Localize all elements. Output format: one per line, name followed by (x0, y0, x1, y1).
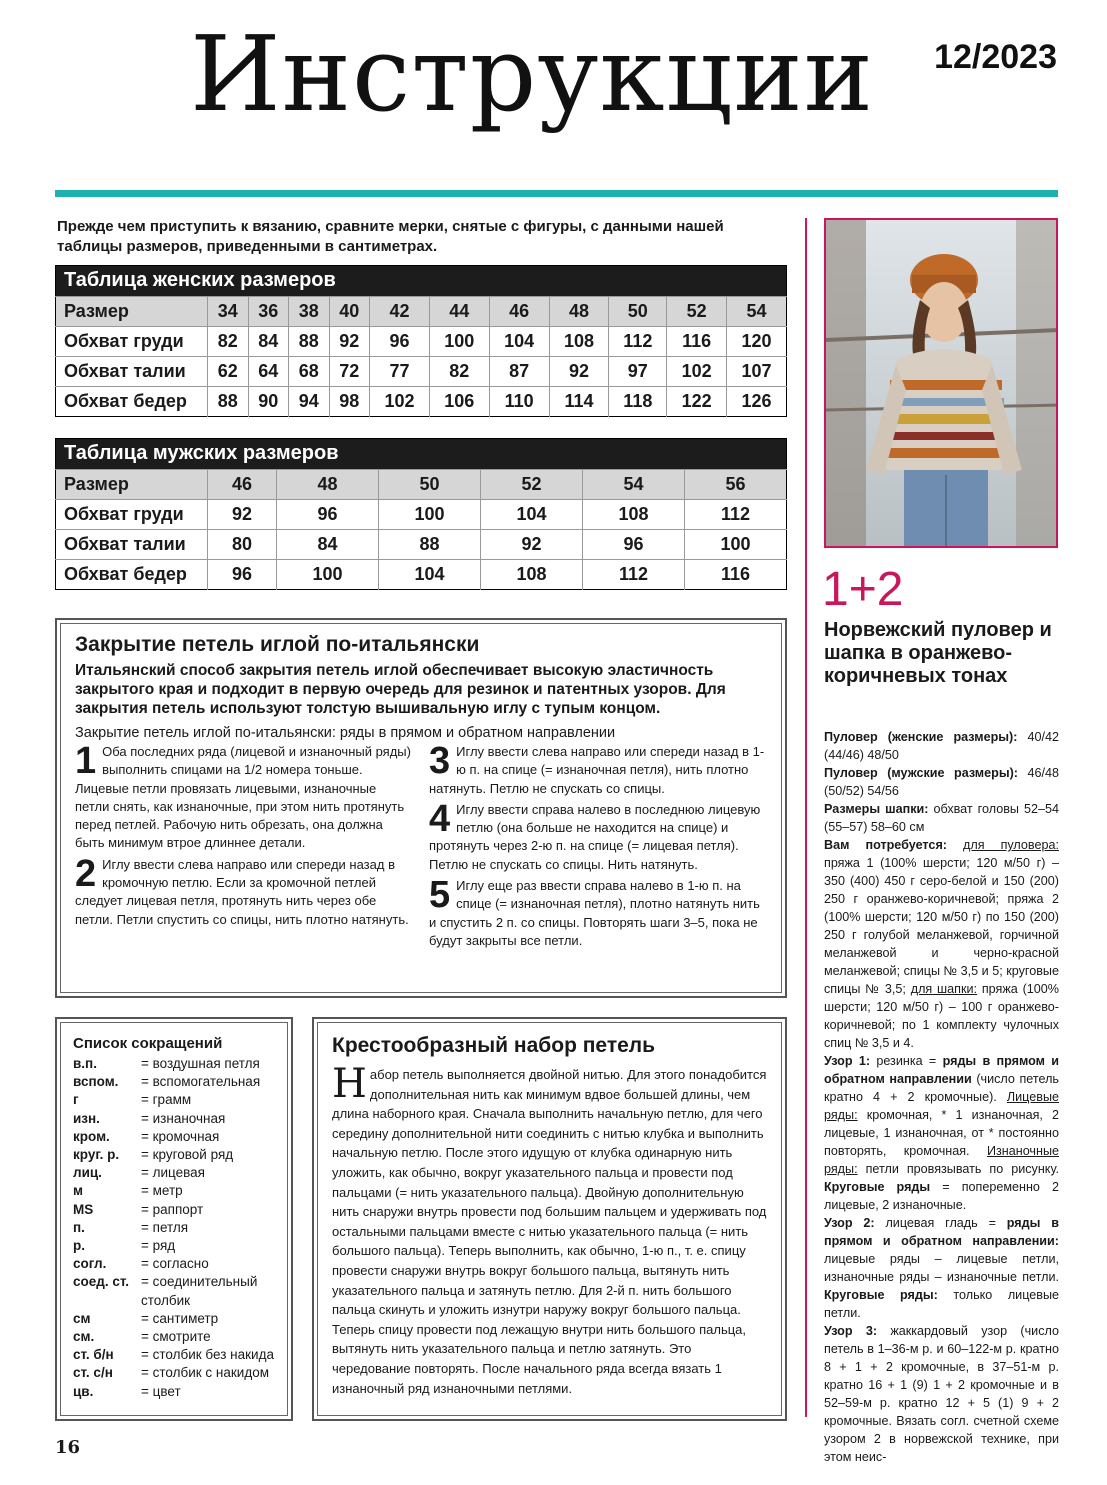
abbreviation-item (73, 1237, 277, 1255)
men-table-title: Таблица мужских размеров (55, 438, 787, 469)
table-row (56, 500, 787, 530)
table-cell: 42 (370, 297, 430, 327)
drop-cap: Н (332, 1061, 367, 1107)
table-cell: 54 (727, 297, 787, 327)
table-cell: 104 (481, 500, 583, 530)
row-label: Размер (56, 297, 208, 327)
abbreviations-box (55, 1017, 293, 1421)
text: петли провязывать по рисунку. (865, 1162, 1059, 1176)
abbreviation-item (73, 1146, 277, 1164)
table-cell: 82 (429, 357, 489, 387)
abbreviation-item (73, 1255, 277, 1273)
table-cell: 97 (609, 357, 667, 387)
abbreviation-item (73, 1310, 277, 1328)
women-table-title: Таблица женских размеров (55, 265, 787, 296)
abbreviation-meaning: = лицевая (141, 1165, 205, 1181)
text: ряды в прямом и обратном направлении (824, 1054, 1060, 1086)
abbreviation-item (73, 1110, 277, 1128)
table-cell: 110 (489, 387, 549, 417)
text: Круговые ряды: (824, 1288, 938, 1302)
abbreviation-item (73, 1346, 277, 1364)
project-number: 1+2 (822, 563, 904, 616)
table-cell: 88 (289, 327, 330, 357)
text: = попеременно 2 лицевые, 2 изнаночные. (824, 1180, 1059, 1212)
row-label: Обхват талии (56, 357, 208, 387)
abbreviation-item (73, 1055, 277, 1073)
table-cell: 108 (549, 327, 609, 357)
table-row (56, 357, 787, 387)
row-label: Обхват груди (56, 500, 208, 530)
text: 40/42 (44/46) 48/50 (824, 730, 1059, 762)
table-cell: 88 (208, 387, 249, 417)
table-row (56, 327, 787, 357)
table-cell: 94 (289, 387, 330, 417)
table-cell: 62 (208, 357, 249, 387)
table-cell: 108 (582, 500, 684, 530)
abbreviation-meaning: = смотрите (141, 1329, 211, 1345)
header-divider (55, 190, 1058, 197)
step-number: 4 (429, 797, 451, 840)
abbreviation-meaning: = согласно (141, 1256, 209, 1272)
abbreviation-key: р. (73, 1238, 85, 1254)
abbreviation-item (73, 1164, 277, 1182)
abbreviation-item (73, 1219, 277, 1237)
row-label: Размер (56, 470, 208, 500)
table-cell: 114 (549, 387, 609, 417)
label: Узор 3: (824, 1324, 878, 1338)
abbreviation-key: в.п. (73, 1056, 97, 1071)
table-cell: 72 (329, 357, 370, 387)
project-description (824, 728, 1059, 1466)
steps-left-column (75, 740, 413, 953)
table-cell: 102 (667, 357, 727, 387)
table-cell: 96 (582, 530, 684, 560)
table-cell: 126 (727, 387, 787, 417)
abbreviation-item (73, 1328, 277, 1346)
steps-right-column (429, 740, 767, 953)
table-cell: 46 (208, 470, 277, 500)
abbreviation-meaning: = метр (141, 1183, 183, 1199)
abbreviation-key: соед. ст. (73, 1274, 130, 1290)
abbreviation-item (73, 1091, 277, 1109)
table-cell: 107 (727, 357, 787, 387)
italian-title: Закрытие петель иглой по-итальянски (75, 633, 480, 656)
text: резинка = (876, 1054, 937, 1068)
step-text: Иглу ввести слева направо или спереди назад в 1-ю п. на спице (= изнаночная петля), нить плотно натянуть. Петлю не спускать со спицы. (429, 744, 765, 796)
abbreviation-key: MS (73, 1201, 94, 1217)
abbreviation-meaning: = цвет (141, 1383, 181, 1399)
text: пряжа 1 (100% шерсти; 120 м/50 г) – 350 (400) 450 г серо-белой и 150 (200) 250 г оранжево-коричневой; пряжа 2 (100% шерсти; 120 м/50 г) по 150 (200) 250 г голубой меланжевой, горчичной меланжевой и черно-красной меланжевой; спицы № 3,5 и 5; круговые спицы № 3,5; (824, 856, 1059, 996)
text: Лицевые ряды: (824, 1090, 1059, 1122)
table-cell: 102 (370, 387, 430, 417)
abbreviation-key: см. (73, 1329, 95, 1345)
abbreviation-item (73, 1364, 277, 1382)
text: пряжа (100% шерсти; 120 м/50 г) – 100 г оранжево-коричневой; по 1 комплекту чулочных спиц № 3,5 и 4. (824, 982, 1060, 1050)
step-1 (75, 740, 413, 853)
page-title: Инструкции (190, 13, 875, 135)
text: кромочная, * 1 изнаночная, 2 лицевые, 1 изнаночная, от * постоянно повторять, кромочная. (824, 1108, 1059, 1158)
table-cell: 48 (277, 470, 379, 500)
table-cell: 84 (277, 530, 379, 560)
table-cell: 88 (379, 530, 481, 560)
abbreviation-meaning: = вспомогательная (141, 1074, 261, 1090)
italian-subtitle: Закрытие петель иглой по-итальянски: ряды в прямом и обратном направлении (75, 725, 616, 741)
row-label: Обхват груди (56, 327, 208, 357)
women-size-table (55, 265, 787, 417)
cross-cast-on-box (312, 1017, 787, 1421)
table-cell: 112 (609, 327, 667, 357)
table-cell: 77 (370, 357, 430, 387)
table-cell: 96 (277, 500, 379, 530)
abbreviation-key: м (73, 1183, 83, 1199)
text: обхват головы 52–54 (55–57) 58–60 см (824, 802, 1060, 834)
table-cell: 112 (582, 560, 684, 590)
label: Вам потребуется: (824, 838, 947, 852)
table-cell: 87 (489, 357, 549, 387)
table-cell: 50 (609, 297, 667, 327)
step-number: 2 (75, 852, 97, 895)
italian-bindoff-box (55, 618, 787, 998)
cross-cast-title: Крестообразный набор петель (332, 1034, 656, 1057)
abbreviation-meaning: = грамм (141, 1092, 192, 1108)
abbreviation-key: цв. (73, 1383, 94, 1399)
text: Круговые ряды (824, 1180, 931, 1194)
abbreviation-meaning: = столбик с накидом (141, 1365, 270, 1381)
table-cell: 50 (379, 470, 481, 500)
abbreviation-meaning: = воздушная петля (141, 1056, 260, 1071)
table-cell: 100 (429, 327, 489, 357)
text: 46/48 (50/52) 54/56 (824, 766, 1059, 798)
sweater-photo (824, 218, 1058, 548)
row-label: Обхват бедер (56, 387, 208, 417)
abbreviation-item (73, 1201, 277, 1219)
abbreviation-item (73, 1073, 277, 1091)
abbreviation-key: ст. б/н (73, 1347, 114, 1363)
label: Узор 1: (824, 1054, 871, 1068)
step-4 (429, 797, 767, 874)
text: лицевая гладь = (885, 1216, 996, 1230)
table-cell: 82 (208, 327, 249, 357)
table-cell: 40 (329, 297, 370, 327)
abbreviation-key: см (73, 1310, 91, 1326)
abbreviation-meaning: = кромочная (141, 1128, 220, 1144)
table-row (56, 560, 787, 590)
table-cell: 96 (370, 327, 430, 357)
abbreviation-key: изн. (73, 1110, 100, 1126)
table-cell: 54 (582, 470, 684, 500)
abbreviations-list (73, 1055, 277, 1401)
text: для шапки: (910, 982, 978, 996)
men-size-table (55, 438, 787, 590)
table-cell: 100 (379, 500, 481, 530)
text: только лицевые петли. (824, 1288, 1060, 1320)
intro-text: Прежде чем приступить к вязанию, сравните мерки, снятые с фигуры, с данными нашей таблицы размеров, приведенными в сантиметрах. (57, 218, 724, 255)
table-cell: 52 (481, 470, 583, 500)
text: Изнаночные ряды: (824, 1144, 1060, 1176)
step-text: Иглу ввести слева направо или спереди назад в кромочную петлю. Если за кромочной петлей следует лицевая петля, протянуть нить через обе петли. Петли спустить со спицы, нить плотно натянуть. (75, 856, 409, 927)
abbreviation-meaning: = сантиметр (141, 1310, 219, 1326)
sweater-illustration (826, 220, 1058, 548)
row-label: Обхват талии (56, 530, 208, 560)
abbreviation-meaning: = столбик без накида (141, 1347, 274, 1363)
step-text: Оба последних ряда (лицевой и изнаночный ряды) выполнить спицами на 1/2 номера тоньше. Лицевые петли провязать лицевыми, изнаночные петли снять, как изнаночные, при этом нить протянуть перед петлей. Рабочую нить обрезать, она должна быть минимум втрое длиннее детали. (75, 744, 411, 851)
table-cell: 98 (329, 387, 370, 417)
abbreviation-meaning: = соединительный столбик (141, 1274, 258, 1308)
table-cell: 118 (609, 387, 667, 417)
label: Пуловер (женские размеры): (824, 730, 1018, 744)
issue-number: 12/2023 (934, 38, 1057, 76)
cross-cast-text (332, 1061, 769, 1398)
table-row (56, 297, 787, 327)
table-row (56, 470, 787, 500)
abbreviations-title: Список сокращений (73, 1035, 223, 1052)
cross-cast-body: абор петель выполняется двойной нитью. Для этого понадобится дополнительная нить как минимум вдвое большей длины, чем длина наборного края. Сначала выполнить начальную петлю, для чего середину дополнительной нити соединить с нитью клубка и выполнить начальную петлю. После этого идущую от клубка одинарную нить уложить, как обычно, вокруг указательного пальца и провести под пальцами (= нить указательного пальца). Двойную дополнительную нить снаружи внутрь провести под большим пальцем и удерживать под остальными пальцами вместе с нитью указательного пальца (= нить большого пальца). Теперь выполнить, как обычно, 1-ю п., т. е. спицу провести снаружи внутрь вокруг большого пальца, вытянуть нить указательного пальца и затянуть петлю. Для 2-й п. нить большого пальца скинуть и уложить изнутри наружу вокруг большого пальца. Теперь спицу провести под лежащую внутри нить большого пальца, вытянуть нить указательного пальца и петлю затянуть. Это чередование повторять. После начального ряда всегда вязать 1 изнаночный ряд изнаночными петлями. (332, 1067, 767, 1396)
table-cell: 56 (684, 470, 786, 500)
step-number: 3 (429, 740, 451, 782)
step-number: 5 (429, 874, 451, 917)
abbreviation-item (73, 1182, 277, 1200)
table-cell: 92 (481, 530, 583, 560)
table-cell: 108 (481, 560, 583, 590)
step-5 (429, 874, 767, 950)
table-cell: 84 (248, 327, 289, 357)
abbreviation-meaning: = круговой ряд (141, 1147, 234, 1163)
abbreviation-meaning: = ряд (141, 1238, 176, 1254)
text: ряды в прямом и обратном направлении: (824, 1216, 1059, 1248)
table-cell: 100 (684, 530, 786, 560)
table-cell: 122 (667, 387, 727, 417)
table-cell: 92 (329, 327, 370, 357)
abbreviation-key: круг. р. (73, 1147, 120, 1163)
page-number: 16 (55, 1437, 81, 1458)
text: (число петель кратно 4 + 2 кромочные). (824, 1072, 1059, 1104)
table-cell: 80 (208, 530, 277, 560)
text: для пуловера: (963, 838, 1059, 852)
abbreviation-key: п. (73, 1219, 85, 1235)
abbreviation-item (73, 1383, 277, 1401)
abbreviation-key: г (73, 1092, 79, 1108)
abbreviation-key: согл. (73, 1256, 107, 1272)
table-cell: 104 (489, 327, 549, 357)
table-cell: 96 (208, 560, 277, 590)
table-cell: 92 (208, 500, 277, 530)
abbreviation-key: вспом. (73, 1074, 119, 1090)
label: Узор 2: (824, 1216, 875, 1230)
abbreviation-meaning: = изнаночная (141, 1110, 226, 1126)
abbreviation-key: лиц. (73, 1165, 102, 1181)
abbreviation-meaning: = петля (141, 1219, 189, 1235)
table-cell: 90 (248, 387, 289, 417)
table-cell: 68 (289, 357, 330, 387)
table-cell: 104 (379, 560, 481, 590)
text: лицевые ряды – лицевые петли, изнаночные ряды – изнаночные петли. (824, 1252, 1059, 1284)
table-cell: 52 (667, 297, 727, 327)
abbreviation-meaning: = раппорт (141, 1201, 204, 1217)
abbreviation-item (73, 1128, 277, 1146)
table-cell: 92 (549, 357, 609, 387)
step-number: 1 (75, 740, 97, 782)
table-cell: 46 (489, 297, 549, 327)
label: Пуловер (мужские размеры): (824, 766, 1018, 780)
table-cell: 106 (429, 387, 489, 417)
table-cell: 34 (208, 297, 249, 327)
table-cell: 44 (429, 297, 489, 327)
step-3 (429, 740, 767, 798)
step-2 (75, 852, 413, 929)
abbreviation-item (73, 1273, 277, 1309)
table-cell: 100 (277, 560, 379, 590)
italian-lead: Итальянский способ закрытия петель иглой обеспечивает высокую эластичность закрытого края и подходит в первую очередь для резинок и патентных узоров. Для закрытия петель используют толстую вышивальную иглу с тупым концом. (75, 662, 726, 717)
table-cell: 116 (684, 560, 786, 590)
table-cell: 48 (549, 297, 609, 327)
table-cell: 36 (248, 297, 289, 327)
abbreviation-key: ст. с/н (73, 1365, 113, 1381)
table-cell: 120 (727, 327, 787, 357)
table-cell: 112 (684, 500, 786, 530)
table-cell: 116 (667, 327, 727, 357)
project-title: Норвежский пуловер и шапка в оранжево-коричневых тонах (824, 619, 1052, 687)
text: жаккардовый узор (число петель в 1–36-м р. и 60–122-м р. кратно 8 + 1 + 2 кромочные, в 37–51-м р. кратно 16 + 1 (9) 1 + 2 кромочные и в 52–59-м р. кратно 12 + 5 (1) 9 + 2 кромочные. Вязать согл. счетной схеме узором 2 в норвежской технике, при этом неис- (824, 1324, 1059, 1464)
label: Размеры шапки: (824, 802, 929, 816)
abbreviation-key: кром. (73, 1128, 110, 1144)
table-cell: 38 (289, 297, 330, 327)
step-text: Иглу ввести справа налево в последнюю лицевую петлю (она больше не находится на спице) и протянуть через 2-ю п. на спице (= лицевая петля). Петлю не спускать со спицы. Нить натянуть. (429, 801, 761, 872)
step-text: Иглу еще раз ввести справа налево в 1-ю п. на спице (= изнаночная петля), плотно натянуть нить и спустить 2 п. со спицы. Повторять шаги 3–5, пока не будут закрыты все петли. (429, 878, 760, 948)
table-row (56, 530, 787, 560)
table-cell: 64 (248, 357, 289, 387)
row-label: Обхват бедер (56, 560, 208, 590)
table-row (56, 387, 787, 417)
